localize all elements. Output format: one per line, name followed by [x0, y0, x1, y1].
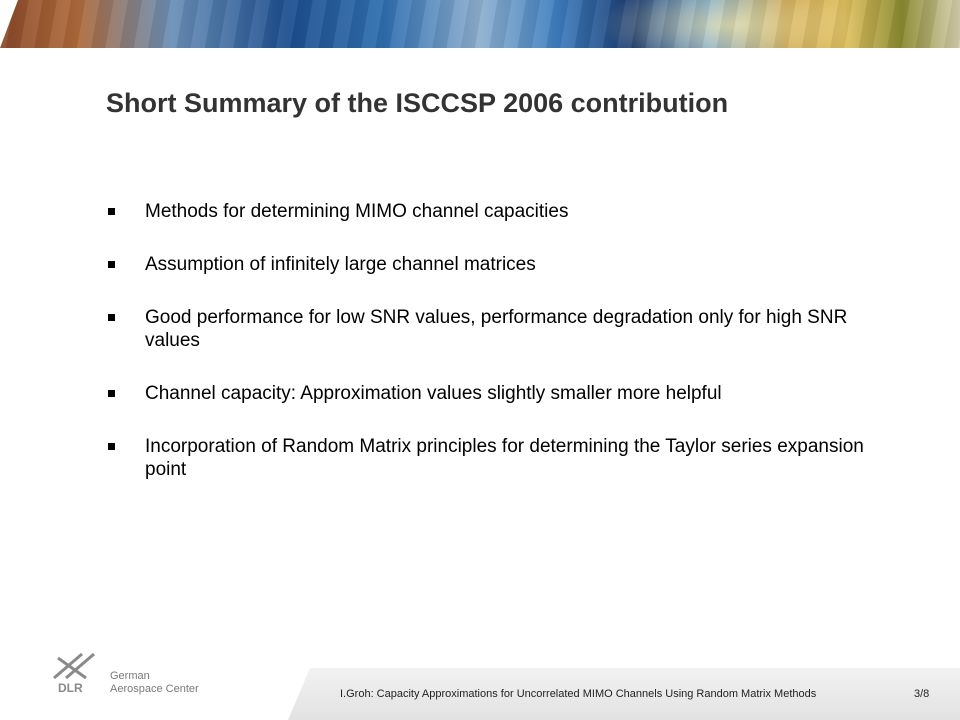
bullet-text: Incorporation of Random Matrix principles for determining the Taylor series expansion point	[145, 436, 864, 480]
bullet-text: Good performance for low SNR values, performance degradation only for high SNR values	[145, 307, 848, 351]
header-banner-image	[0, 0, 960, 48]
org-line-1: German	[110, 670, 150, 682]
square-bullet-icon	[108, 314, 115, 321]
logo-text: DLR	[58, 681, 83, 694]
org-line-2: Aerospace Center	[110, 683, 199, 695]
bullet-text: Assumption of infinitely large channel matrices	[145, 254, 536, 275]
slide-title: Short Summary of the ISCCSP 2006 contribution	[106, 88, 729, 118]
bullet-item	[106, 382, 896, 405]
bullet-item	[106, 306, 896, 352]
bullet-item	[106, 253, 896, 276]
square-bullet-icon	[108, 443, 115, 450]
bullet-text: Channel capacity: Approximation values slightly smaller more helpful	[145, 383, 722, 404]
square-bullet-icon	[108, 390, 115, 397]
banner-texture	[0, 0, 960, 48]
square-bullet-icon	[108, 208, 115, 215]
organization-name	[110, 670, 250, 696]
bullet-list	[106, 200, 896, 481]
square-bullet-icon	[108, 261, 115, 268]
bullet-item	[106, 200, 896, 223]
page-number: 3/8	[914, 688, 930, 700]
footer-citation: I.Groh: Capacity Approximations for Uncorrelated MIMO Channels Using Random Matrix Methods	[340, 688, 817, 700]
bullet-text: Methods for determining MIMO channel capacities	[145, 201, 569, 222]
dlr-logo-icon	[48, 648, 104, 694]
bullet-item	[106, 435, 896, 481]
